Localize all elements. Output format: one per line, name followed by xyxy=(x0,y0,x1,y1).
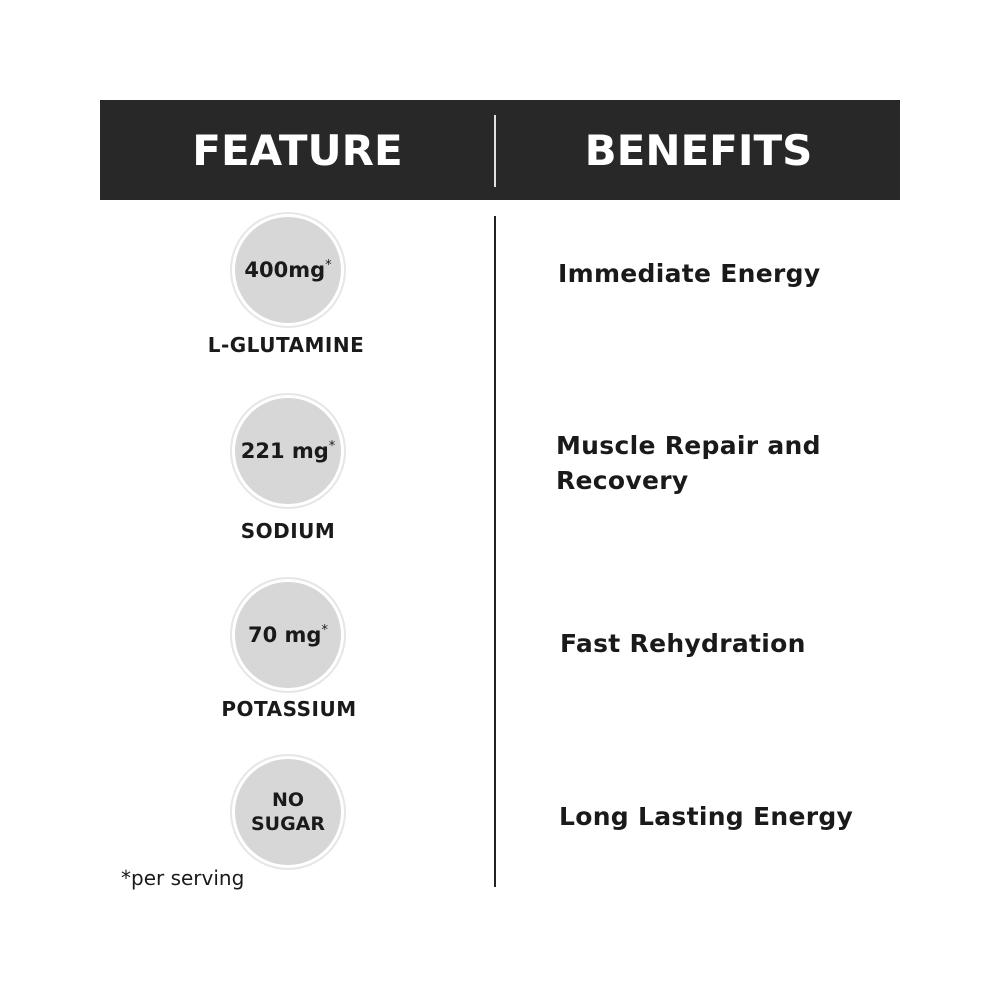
badge-asterisk: * xyxy=(321,623,328,638)
comparison-header xyxy=(100,100,900,200)
feature-label-sodium: SODIUM xyxy=(240,519,336,543)
benefits-heading: BENEFITS xyxy=(584,125,813,175)
feature-label-l-glutamine: L-GLUTAMINE xyxy=(207,333,365,357)
badge-amount: 221 mg xyxy=(240,439,329,463)
footnote: *per serving xyxy=(121,866,245,890)
feature-heading: FEATURE xyxy=(192,125,403,175)
column-divider xyxy=(494,216,496,887)
feature-badge-potassium xyxy=(235,582,341,688)
benefit-long-lasting-energy: Long Lasting Energy xyxy=(559,802,854,831)
feature-badge-sodium xyxy=(235,398,341,504)
benefit-fast-rehydration: Fast Rehydration xyxy=(560,629,806,658)
feature-badge-no-sugar xyxy=(235,759,341,865)
badge-asterisk: * xyxy=(328,439,336,454)
badge-amount: 70 mg xyxy=(248,623,322,647)
benefit-muscle-repair: Muscle Repair and Recovery xyxy=(556,431,821,495)
badge-line-2: SUGAR xyxy=(250,813,326,835)
feature-badge-l-glutamine xyxy=(235,217,341,323)
badge-line-1: NO xyxy=(271,789,305,811)
badge-amount: 400mg xyxy=(244,258,326,282)
benefit-immediate-energy: Immediate Energy xyxy=(558,259,821,288)
feature-label-potassium: POTASSIUM xyxy=(221,697,357,721)
header-divider xyxy=(494,115,496,187)
badge-asterisk: * xyxy=(325,258,332,273)
